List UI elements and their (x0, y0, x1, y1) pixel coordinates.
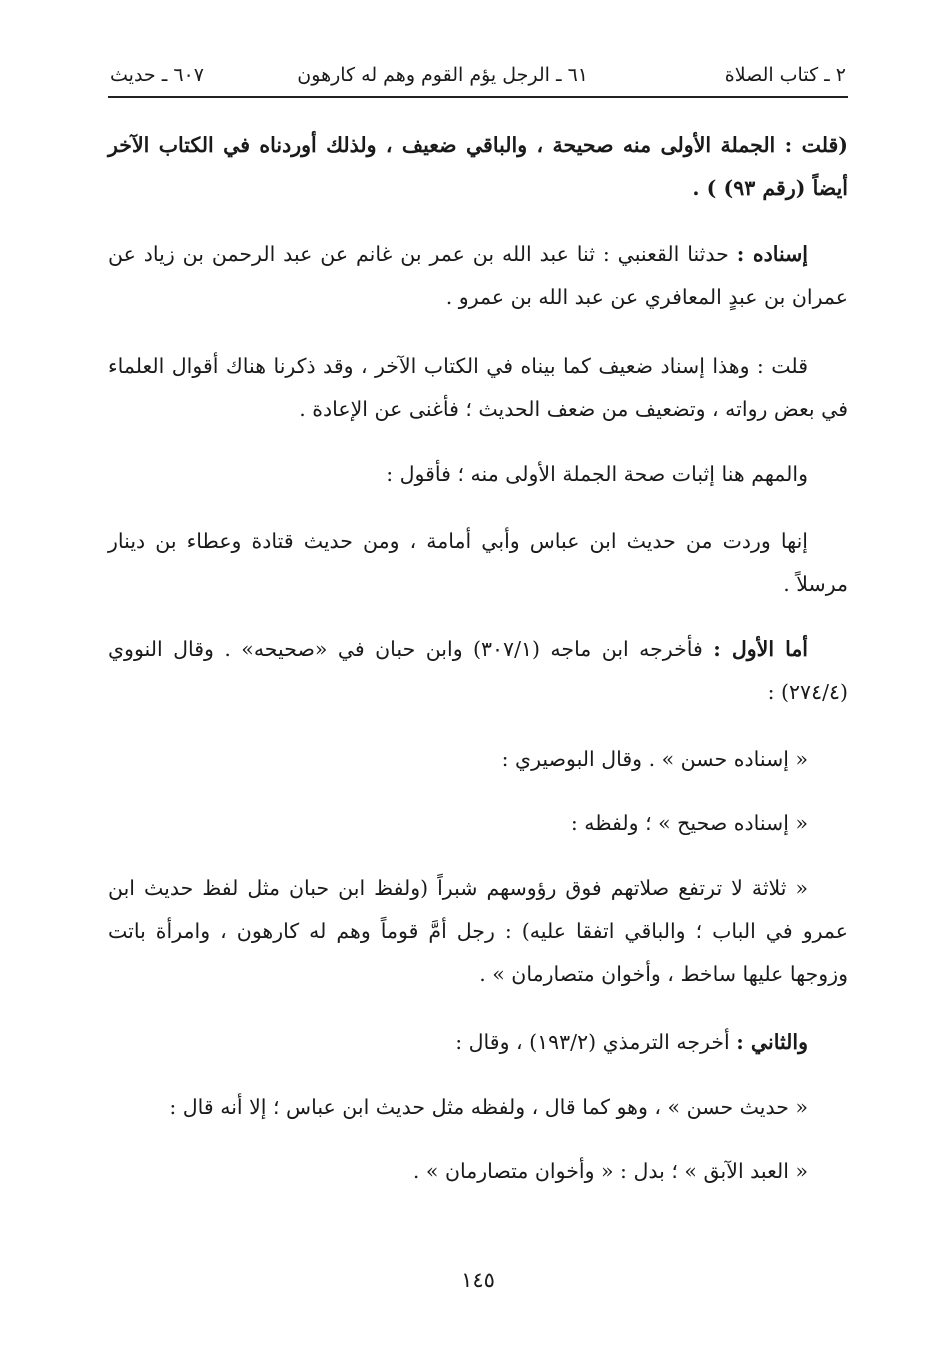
paragraph-second (108, 1021, 848, 1064)
paragraph-comment: قلت : وهذا إسناد ضعيف كما بيناه في الكتاب الآخر ، وقد ذكرنا هناك أقوال العلماء في بعض رواته ، وتضعيف من ضعف الحديث ؛ فأغنى عن الإعادة . (108, 354, 848, 421)
header-hadith-number: ٦٠٧ ـ حديث (110, 64, 204, 86)
paragraph-sources: إنها وردت من حديث ابن عباس وأبي أمامة ، ومن حديث قتادة وعطاء بن دينار مرسلاً . (108, 529, 848, 596)
paragraph-tirmidhi: « حديث حسن » ، وهو كما قال ، ولفظه مثل حديث ابن عباس ؛ إلا أنه قال : (169, 1095, 808, 1119)
paragraph-first (108, 628, 848, 714)
paragraph-isnad (108, 233, 848, 319)
header-section: ٦١ ـ الرجل يؤم القوم وهم له كارهون (297, 64, 588, 86)
paragraph-hadith-text: « ثلاثة لا ترتفع صلاتهم فوق رؤوسهم شبراً (ولفظ ابن حبان مثل لفظ حديث ابن عمرو في الباب ؛ والباقي اتفقا عليه) : رجل أمَّ قوماً وهم له كارهون ، وامرأة باتت وزوجها عليها ساخط ، وأخوان متصارمان » . (108, 876, 848, 986)
running-header (108, 60, 848, 90)
second-text: أخرجه الترمذي (١٩٣/٢) ، وقال : (455, 1030, 737, 1054)
isnad-text: حدثنا القعنبي : ثنا عبد الله بن عمر بن غانم عن عبد الرحمن بن زياد عن عمران بن عبدٍ المعافري عن عبد الله بن عمرو . (108, 242, 848, 309)
isnad-label: إسناده : (736, 242, 808, 266)
header-chapter: ٢ ـ كتاب الصلاة (724, 64, 846, 86)
paragraph-quote-sahih: « إسناده صحيح » ؛ ولفظه : (570, 811, 808, 835)
second-label: والثاني : (736, 1030, 808, 1054)
paragraph-quote-hasan: « إسناده حسن » . وقال البوصيري : (501, 747, 808, 771)
paragraph-note: (قلت : الجملة الأولى منه صحيحة ، والباقي ضعيف ، ولذلك أوردناه في الكتاب الآخر أيضاً (رقم ٩٣) ) . (108, 133, 848, 200)
first-label: أما الأول : (713, 637, 808, 661)
header-divider (108, 96, 848, 98)
paragraph-abiq: « العبد الآبق » ؛ بدل : « وأخوان متصارمان » . (412, 1159, 808, 1183)
page-number: ١٤٥ (461, 1268, 495, 1292)
first-text: فأخرجه ابن ماجه (٣٠٧/١) وابن حبان في «صحيحه» . وقال النووي (٢٧٤/٤) : (108, 637, 848, 704)
paragraph-important: والمهم هنا إثبات صحة الجملة الأولى منه ؛ فأقول : (386, 462, 808, 486)
